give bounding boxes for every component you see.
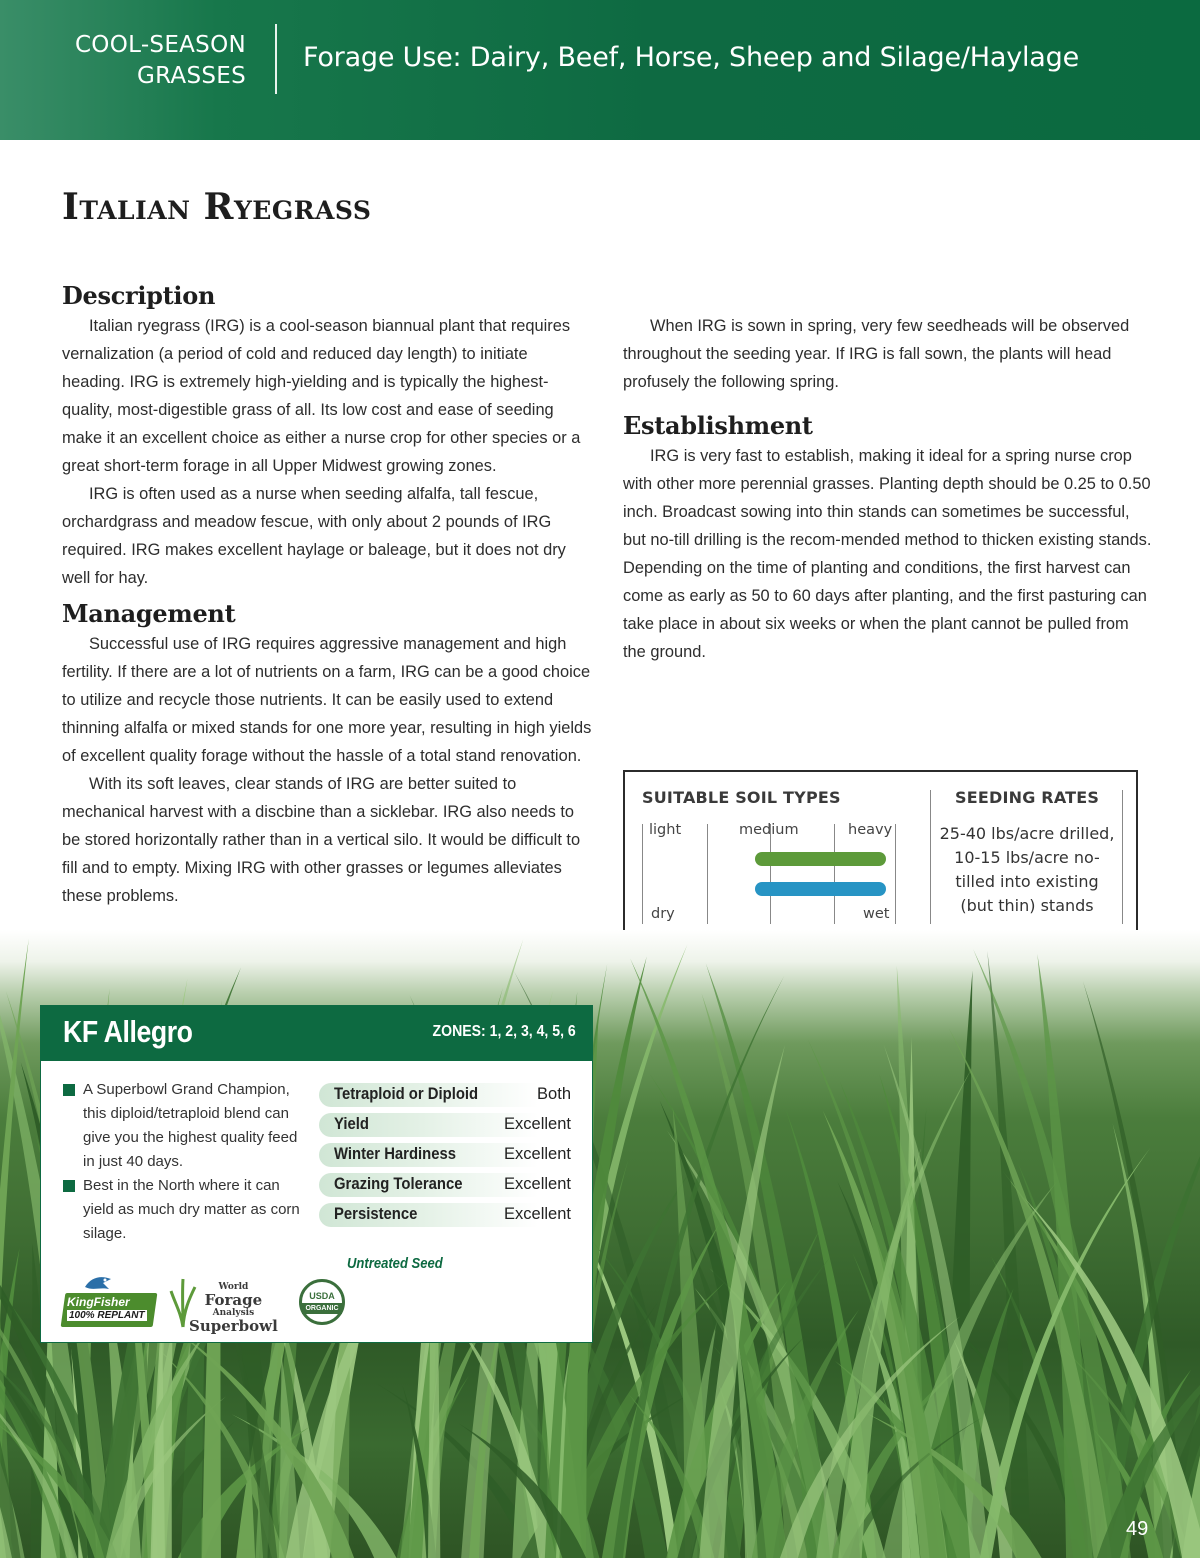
- soil-texture-range-bar: [755, 852, 887, 866]
- description-paragraph-1: Italian ryegrass (IRG) is a cool-season biannual plant that requires vernalization (a period of cold and reduced day length) to initiate heading. IRG is extremely high-yielding and is typically the highest-quality, most-digestible grass of all. Its low cost and ease of seeding make it an excellent choice as either a nurse crop for other species or a great short-term forage in all Upper Midwest growing zones.: [62, 317, 581, 475]
- soil-label-medium: medium: [739, 822, 799, 838]
- page-header-band: [0, 0, 1200, 140]
- soil-scale-left-line: [642, 824, 643, 924]
- attribute-value: Excellent: [504, 1145, 571, 1163]
- forage-superbowl-logo: [189, 1281, 278, 1333]
- attribute-label: Winter Hardiness: [334, 1145, 457, 1163]
- right-text-column: [623, 312, 1153, 666]
- soil-scale-line-2: [707, 824, 708, 924]
- soil-seeding-divider: [930, 790, 931, 924]
- bullet-square-icon: [63, 1084, 75, 1096]
- wfa-line-1: World: [218, 1282, 249, 1292]
- kingfisher-bird-icon: [83, 1273, 113, 1295]
- category-line-1: COOL-SEASON: [74, 32, 246, 58]
- product-bullet: [63, 1174, 313, 1246]
- untreated-seed-note: Untreated Seed: [347, 1256, 443, 1272]
- establishment-paragraph: IRG is very fast to establish, making it ideal for a spring nurse crop with other more perennial grasses. Planting depth should be 0.25 to 0.50 inch. Broadcast sowing into thin stands can sometimes be successful, but no-till drilling is the recom-mended method to thicken existing stands. Depending on the time of planting and conditions, the first harvest can come as early as 50 to 60 days after planting, and the first pasturing can take place in about six weeks or when the plant cannot be pulled from the ground.: [623, 447, 1152, 661]
- product-bullet-text: A Superbowl Grand Champion, this diploid/tetraploid blend can give you the highest quality feed in just 40 days.: [83, 1081, 298, 1170]
- bullet-square-icon: [63, 1180, 75, 1192]
- attribute-label: Grazing Tolerance: [334, 1175, 463, 1193]
- wfa-line-3: Analysis: [212, 1308, 255, 1318]
- management-heading: Management: [62, 599, 236, 628]
- usda-seal-bottom: ORGANIC: [302, 1303, 342, 1314]
- product-name: KF Allegro: [63, 1014, 193, 1049]
- attribute-row: [319, 1173, 577, 1197]
- usda-seal-top: USDA: [309, 1291, 335, 1301]
- seeding-rate-line-4: (but thin) stands: [960, 896, 1094, 915]
- seeding-rate-line-1: 25-40 lbs/acre drilled,: [939, 824, 1115, 843]
- header-divider: [275, 24, 277, 94]
- product-card: [40, 1005, 593, 1343]
- page-title: Italian Ryegrass: [62, 186, 372, 228]
- seeding-right-line: [1122, 790, 1123, 924]
- attribute-label: Persistence: [334, 1205, 418, 1223]
- attribute-label: Tetraploid or Diploid: [334, 1085, 479, 1103]
- attribute-row: [319, 1143, 577, 1167]
- product-attribute-table: [319, 1083, 577, 1233]
- management-paragraph-2: With its soft leaves, clear stands of IRG are better suited to mechanical harvest with a discbine than a sicklebar. IRG also needs to be stored horizontally rather than in a vertical silo. It would be difficult to fill and to empty. Mixing IRG with other grasses or legumes alleviates these problems.: [62, 775, 581, 905]
- seeding-rate-line-2: 10-15 lbs/acre no-: [954, 848, 1100, 867]
- product-bullet-text: Best in the North where it can yield as much dry matter as corn silage.: [83, 1177, 300, 1242]
- attribute-row: [319, 1113, 577, 1137]
- establishment-heading: Establishment: [623, 411, 813, 440]
- certification-logos: [61, 1271, 361, 1335]
- management-paragraph-1: Successful use of IRG requires aggressive management and high fertility. If there are a lot of nutrients on a farm, IRG can be a good choice to utilize and recycle those nutrients. It can be easily used to extend thinning alfalfa or mixed stands for one more year, resulting in high yields of excellent quality forage without the hassle of a total stand renovation.: [62, 635, 592, 765]
- seeding-rates-text: [937, 822, 1117, 918]
- forage-use-text: Forage Use: Dairy, Beef, Horse, Sheep and Silage/Haylage: [303, 42, 1079, 73]
- product-bullet-list: [63, 1078, 313, 1246]
- category-line-2: GRASSES: [136, 63, 246, 89]
- soil-label-wet: wet: [863, 906, 890, 922]
- attribute-row: [319, 1083, 577, 1107]
- product-zones: ZONES: 1, 2, 3, 4, 5, 6: [432, 1023, 576, 1040]
- attribute-label: Yield: [334, 1115, 369, 1133]
- seeding-rates-title: SEEDING RATES: [955, 788, 1100, 807]
- attribute-row: [319, 1203, 577, 1227]
- attribute-value: Both: [537, 1085, 571, 1103]
- kingfisher-logo-name: KingFisher: [67, 1295, 130, 1309]
- soil-label-heavy: heavy: [848, 822, 893, 838]
- attribute-value: Excellent: [504, 1175, 571, 1193]
- product-card-header: [41, 1006, 592, 1061]
- soil-label-dry: dry: [651, 906, 675, 922]
- left-text-column: [62, 280, 592, 910]
- soil-scale-line-3: [770, 824, 771, 924]
- wfa-line-4: Superbowl: [189, 1317, 278, 1335]
- description-paragraph-3: When IRG is sown in spring, very few seedheads will be observed throughout the seeding year. If IRG is fall sown, the plants will head profusely the following spring.: [623, 317, 1130, 391]
- wfa-line-2: Forage: [204, 1291, 263, 1309]
- soil-seeding-box: [623, 770, 1138, 939]
- soil-types-title: SUITABLE SOIL TYPES: [642, 788, 841, 807]
- description-paragraph-2: IRG is often used as a nurse when seeding alfalfa, tall fescue, orchardgrass and meadow fescue, with only about 2 pounds of IRG required. IRG makes excellent haylage or baleage, but it does not dry well for hay.: [62, 485, 566, 587]
- seeding-rate-line-3: tilled into existing: [955, 872, 1099, 891]
- attribute-value: Excellent: [504, 1205, 571, 1223]
- soil-scale-right-line: [895, 824, 896, 924]
- usda-organic-seal: [299, 1279, 345, 1325]
- soil-moisture-range-bar: [755, 882, 887, 896]
- category-label: [40, 30, 246, 92]
- soil-scale-line-4: [834, 824, 835, 924]
- page-number: 49: [1126, 1518, 1149, 1540]
- soil-label-light: light: [649, 822, 682, 838]
- attribute-value: Excellent: [504, 1115, 571, 1133]
- description-heading: Description: [62, 281, 216, 310]
- kingfisher-logo-sub: 100% REPLANT: [69, 1310, 145, 1321]
- product-bullet: [63, 1078, 313, 1174]
